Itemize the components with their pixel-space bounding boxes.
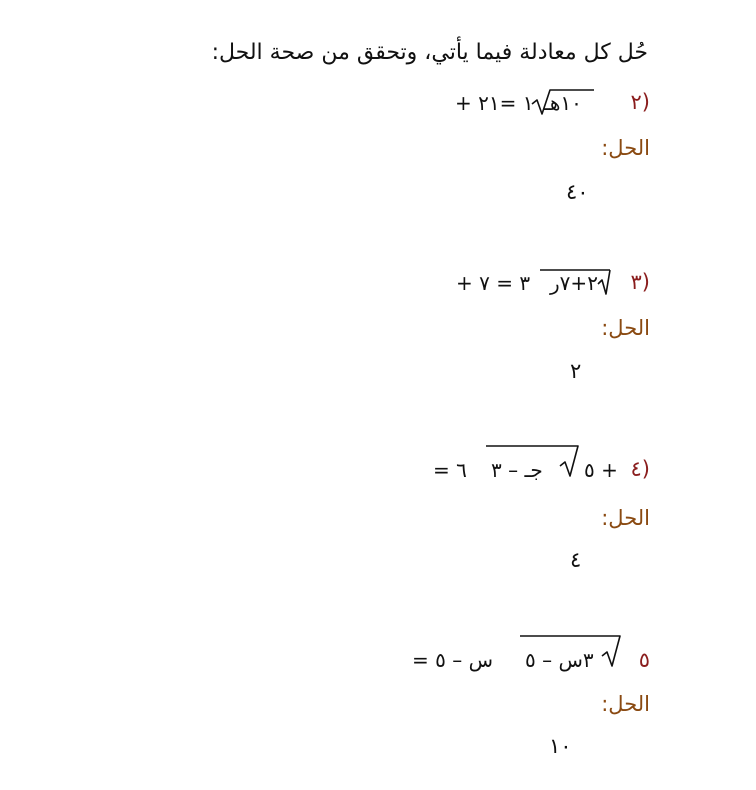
problem-3-radicand: ٢+٧ر	[550, 271, 598, 295]
instruction-text: حُل كل معادلة فيما يأتي، وتحقق من صحة الحل:	[211, 40, 648, 65]
problem-2-equation-rest: + ١ =٢١	[455, 91, 534, 115]
problem-5-radicand: ٣س – ٥	[525, 648, 594, 672]
problem-2-number: ٢)	[630, 90, 650, 114]
problem-5-number: ٥	[638, 648, 650, 672]
problem-3-equation-rest: + ٣ = ٧	[456, 271, 531, 295]
problem-3-number: ٣)	[630, 270, 650, 294]
problem-4-answer: ٤	[570, 548, 582, 572]
problem-5-radical-sign	[520, 634, 630, 670]
problem-2-radicand: ١٠هـ	[544, 91, 582, 115]
problem-4-radical-sign	[486, 444, 586, 480]
problem-4-number: ٤)	[630, 457, 650, 481]
problem-4-solution-label: الحل:	[601, 506, 650, 530]
problem-5-answer: ١٠	[549, 734, 572, 758]
problem-2-radical-sign	[528, 88, 598, 118]
problem-3-radical-sign	[540, 268, 610, 298]
problem-5-solution-label: الحل:	[601, 692, 650, 716]
problem-3-solution-label: الحل:	[601, 316, 650, 340]
problem-4-prefix: ٥ +	[584, 458, 618, 482]
problem-5-equation-rest: = س – ٥	[412, 648, 494, 672]
problem-4-equation-rest: = ٦	[433, 458, 467, 482]
problem-3-answer: ٢	[570, 359, 582, 383]
problem-2-solution-label: الحل:	[601, 136, 650, 160]
problem-4-radicand: جـ – ٣	[491, 458, 543, 482]
problem-2-answer: ٤٠	[566, 180, 589, 204]
